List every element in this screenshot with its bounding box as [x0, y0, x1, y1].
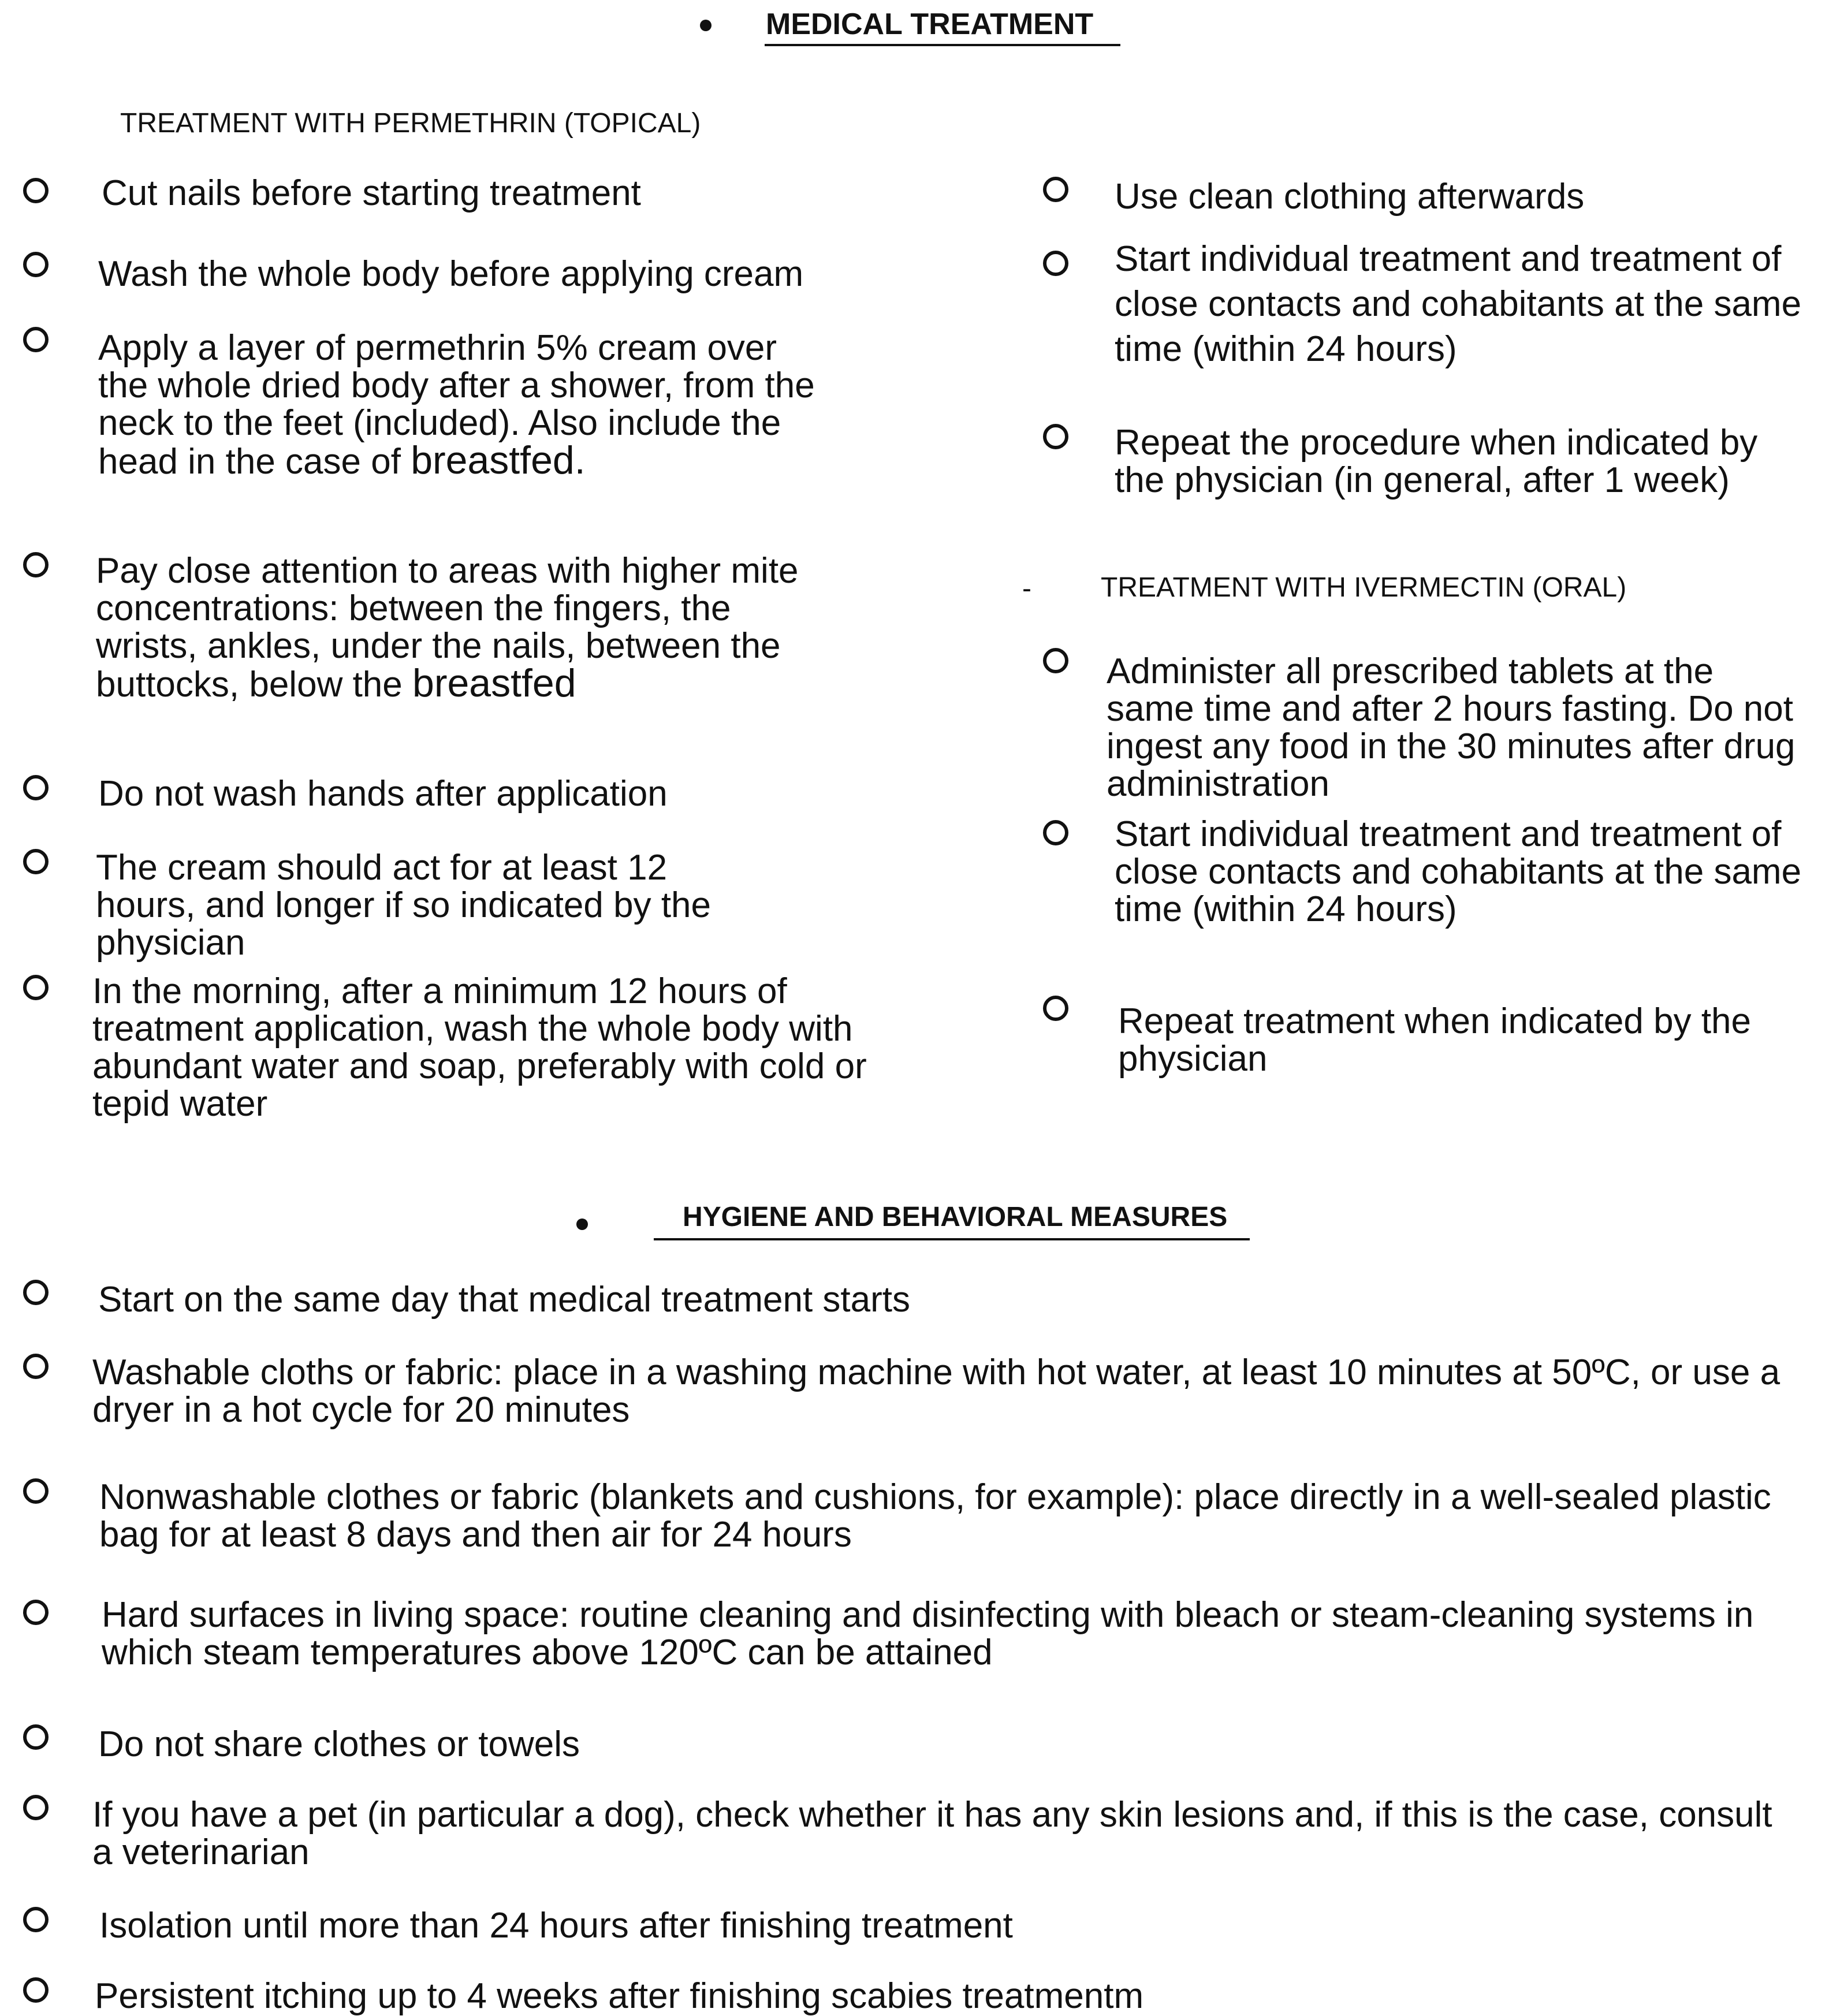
ivermectin-item-1: Administer all prescribed tablets at the same time and after 2 hours fasting. Do not ingest any food in the 30 minutes after drug administration: [1107, 651, 1796, 804]
permethrin-item-4: [96, 552, 835, 703]
hygiene-item-1: Start on the same day that medical treatment starts: [98, 1280, 910, 1320]
permethrin-item-10: Repeat the procedure when indicated by the physician (in general, after 1 week): [1115, 423, 1758, 500]
bullet-circle-icon: [23, 1907, 49, 1932]
bullet-circle-icon: [23, 1724, 49, 1750]
permethrin-item-3-text: Apply a layer of permethrin 5% cream over the whole dried body after a shower, from the neck to the feet (included). Also include the head in the case of: [98, 328, 815, 482]
hygiene-item-3: Nonwashable clothes or fabric (blankets and cushions, for example): place directly in a well-sealed plastic bag for at least 8 days and then air for 24 hours: [99, 1477, 1771, 1555]
bullet-circle-icon: [23, 1280, 49, 1305]
hygiene-item-4: Hard surfaces in living space: routine cleaning and disinfecting with bleach or steam-cleaning systems in which steam temperatures above 120ºC can be attained: [102, 1595, 1754, 1672]
hygiene-item-7: Isolation until more than 24 hours after finishing treatment: [99, 1906, 1013, 1946]
bullet-circle-icon: [23, 178, 49, 203]
permethrin-item-8: Use clean clothing afterwards: [1115, 177, 1585, 217]
hygiene-item-8: Persistent itching up to 4 weeks after finishing scabies treatmentm: [95, 1976, 1144, 2016]
permethrin-item-9: Start individual treatment and treatment of close contacts and cohabitants at the same time (within 24 hours): [1115, 239, 1802, 369]
permethrin-item-2: Wash the whole body before applying cream: [98, 254, 804, 294]
permethrin-item-5: Do not wash hands after application: [98, 774, 668, 814]
section-bullet: [700, 20, 712, 31]
section-title-hygiene: HYGIENE AND BEHAVIORAL MEASURES: [683, 1202, 1228, 1232]
bullet-circle-icon: [23, 1600, 49, 1625]
permethrin-item-7: In the morning, after a minimum 12 hours of treatment application, wash the whole body with abundant water and soap, preferably with cold or tepid water: [92, 971, 867, 1124]
bullet-circle-icon: [23, 252, 49, 277]
ivermectin-item-3: Repeat treatment when indicated by the physician: [1118, 1001, 1752, 1079]
ivermectin-item-2: Start individual treatment and treatment of close contacts and cohabitants at the same time (within 24 hours): [1115, 814, 1802, 929]
permethrin-item-4-tail: breastfed: [412, 661, 576, 705]
hygiene-item-2: Washable cloths or fabric: place in a washing machine with hot water, at least 10 minutes at 50ºC, or use a dryer in a hot cycle for 20 minutes: [92, 1352, 1780, 1430]
bullet-circle-icon: [23, 1977, 49, 2003]
permethrin-item-3-tail: breastfed.: [411, 438, 586, 482]
section-underline: [654, 1238, 1250, 1240]
section-title-medical: MEDICAL TREATMENT: [766, 8, 1094, 41]
bullet-circle-icon: [1043, 996, 1068, 1021]
ivermectin-dash: -: [1022, 573, 1031, 604]
bullet-circle-icon: [23, 1795, 49, 1820]
section-underline: [765, 44, 1120, 46]
ivermectin-heading: TREATMENT WITH IVERMECTIN (ORAL): [1101, 572, 1627, 603]
bullet-circle-icon: [23, 849, 49, 874]
permethrin-item-3: [98, 329, 832, 480]
hygiene-item-6: If you have a pet (in particular a dog), check whether it has any skin lesions and, if this is the case, consult a veterinarian: [92, 1795, 1772, 1872]
hygiene-item-5: Do not share clothes or towels: [98, 1724, 580, 1764]
bullet-circle-icon: [1043, 251, 1068, 276]
bullet-circle-icon: [1043, 820, 1068, 845]
permethrin-item-4-text: Pay close attention to areas with higher mite concentrations: between the fingers, the wrists, ankles, under the nails, between the buttocks, below the: [96, 551, 799, 705]
bullet-circle-icon: [1043, 177, 1068, 202]
bullet-circle-icon: [1043, 648, 1068, 673]
bullet-circle-icon: [23, 1478, 49, 1504]
bullet-circle-icon: [23, 975, 49, 1000]
bullet-circle-icon: [23, 552, 49, 577]
permethrin-item-1: Cut nails before starting treatment: [102, 173, 641, 213]
section-bullet: [576, 1218, 588, 1230]
bullet-circle-icon: [23, 775, 49, 800]
bullet-circle-icon: [23, 1354, 49, 1379]
bullet-circle-icon: [1043, 424, 1068, 449]
permethrin-heading: TREATMENT WITH PERMETHRIN (TOPICAL): [120, 108, 701, 139]
permethrin-item-6: The cream should act for at least 12 hours, and longer if so indicated by the physician: [96, 848, 712, 963]
bullet-circle-icon: [23, 327, 49, 352]
